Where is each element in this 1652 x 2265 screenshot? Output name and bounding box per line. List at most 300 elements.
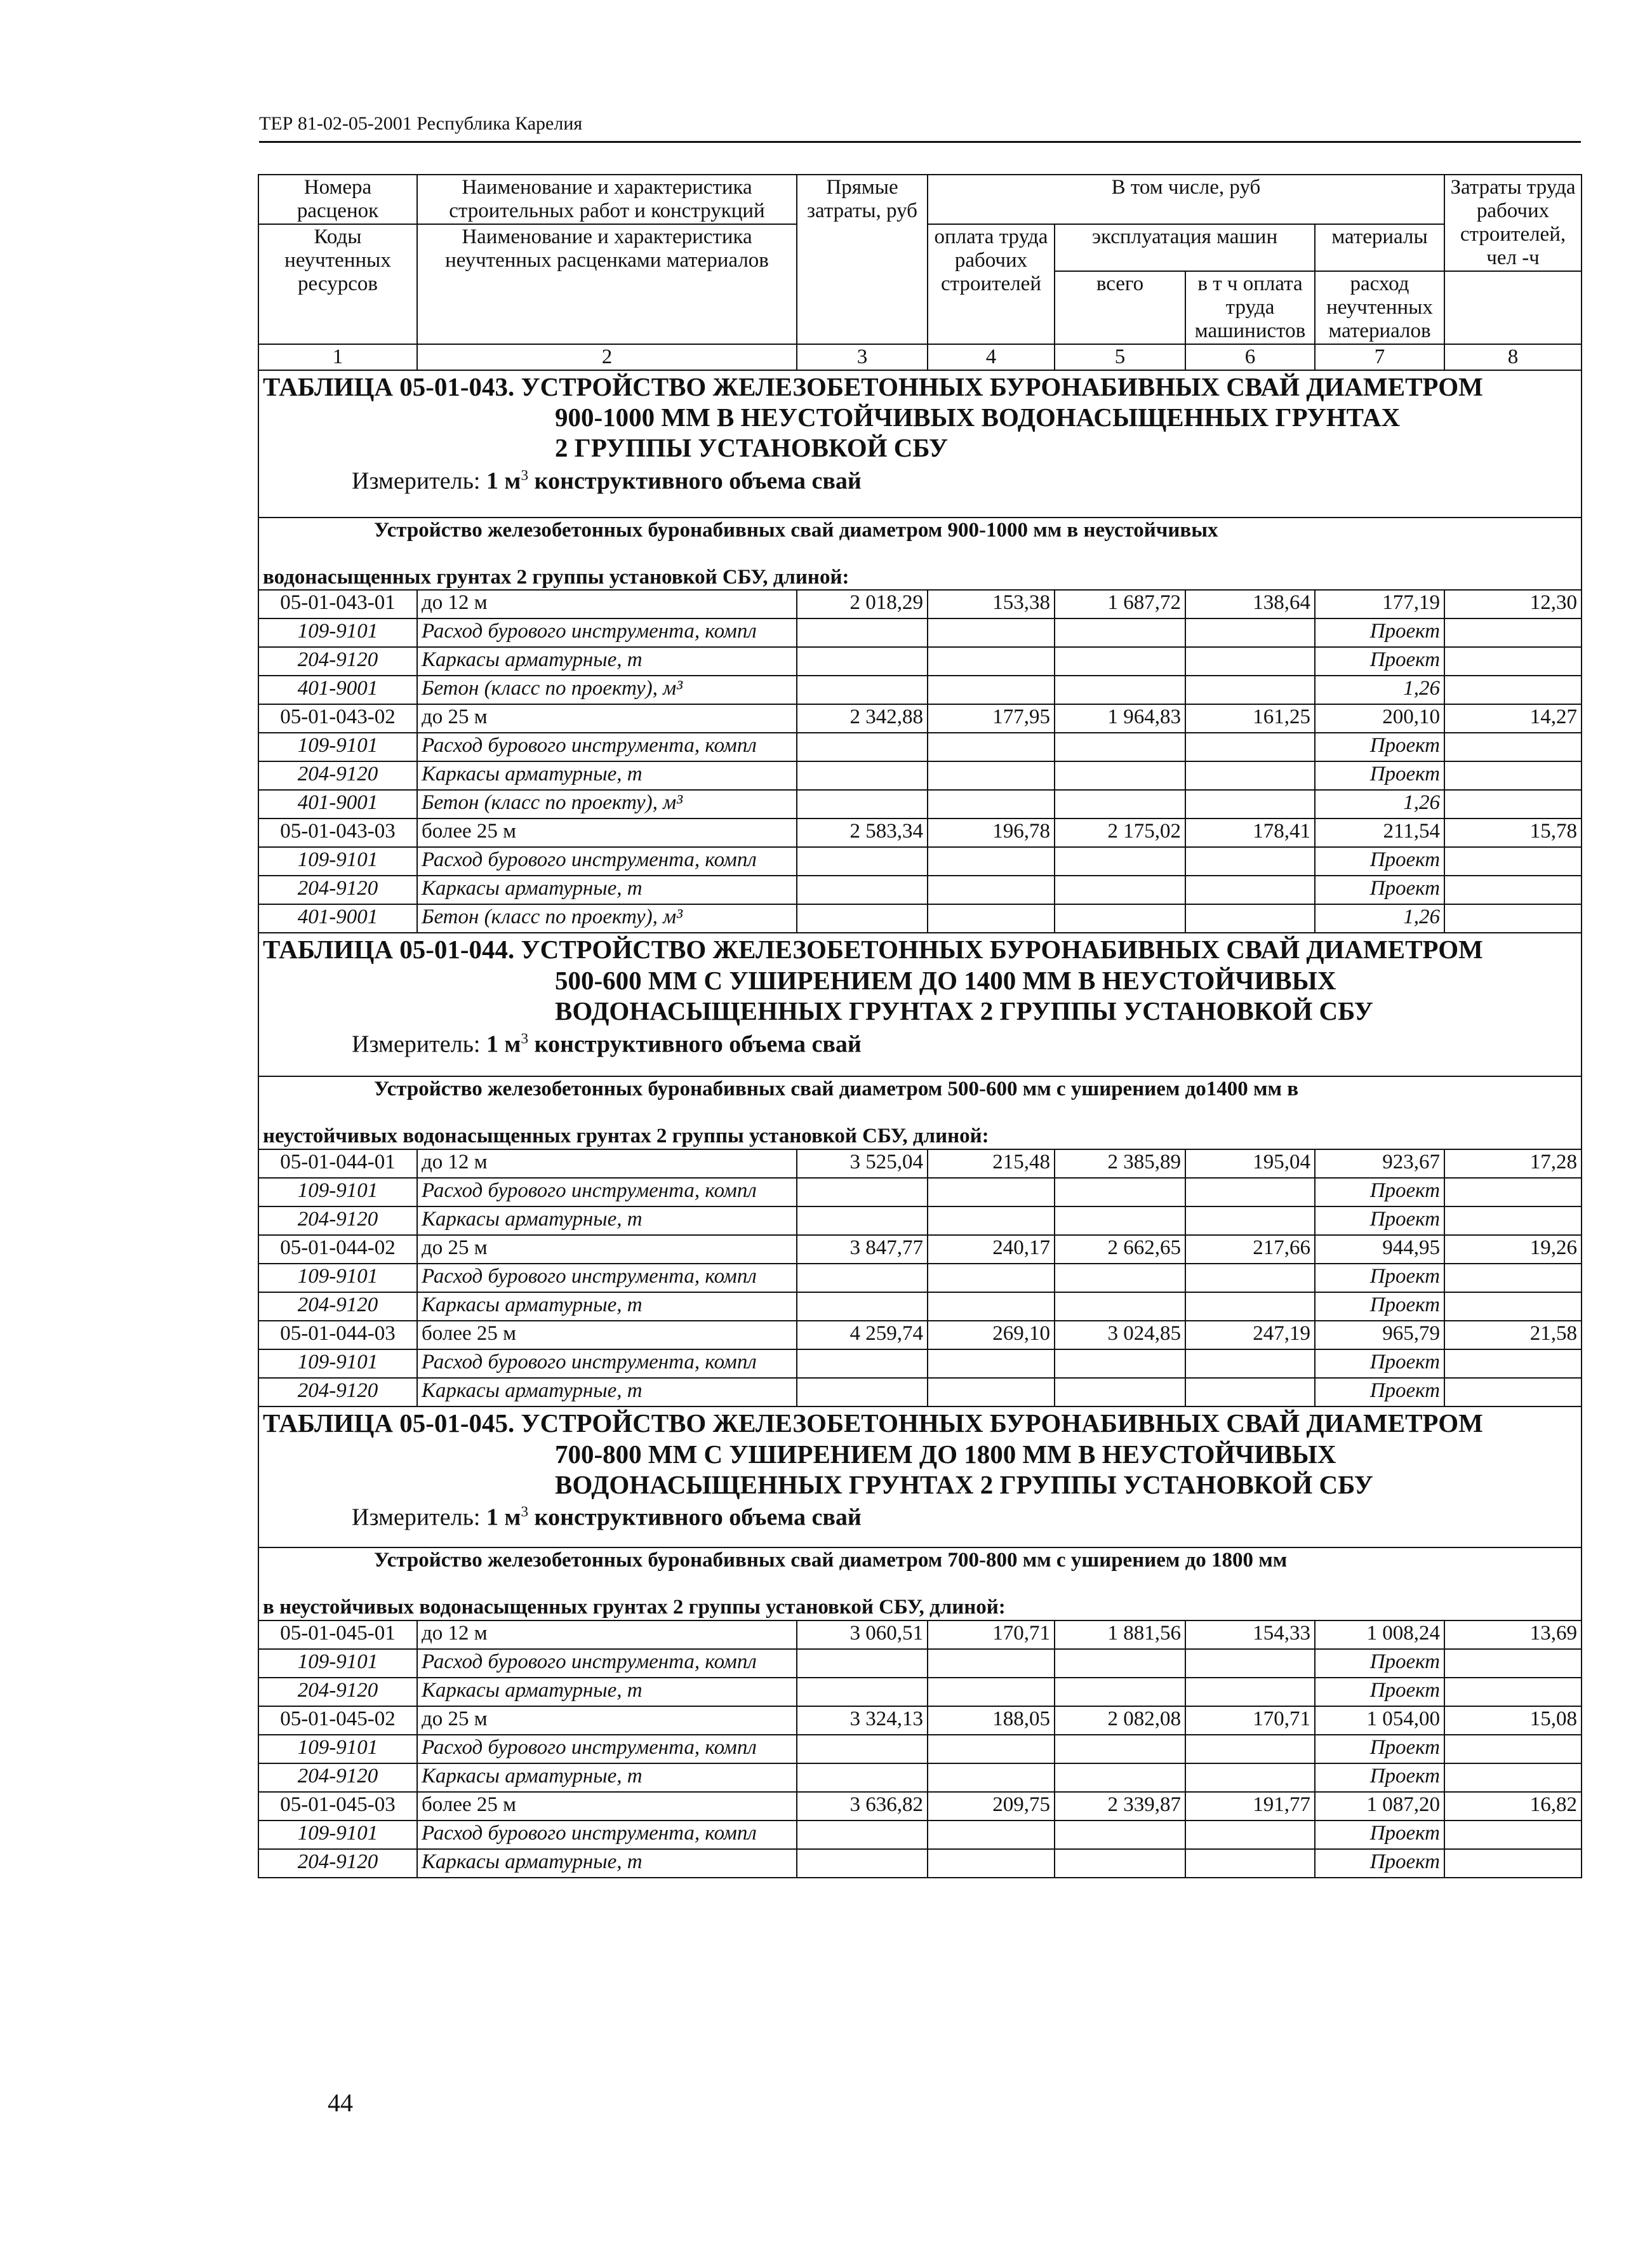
section-title: ТАБЛИЦА 05-01-045. УСТРОЙСТВО ЖЕЛЕЗОБЕТОННЫХ БУРОНАБИВНЫХ СВАЙ ДИАМЕТРОМ [263, 1408, 1483, 1438]
resource-consumption: Проект [1315, 1178, 1444, 1206]
empty-cell [797, 676, 928, 704]
column-number: 6 [1185, 344, 1315, 370]
empty-cell [1444, 647, 1582, 676]
empty-cell [1444, 876, 1582, 904]
empty-cell [1185, 1849, 1315, 1878]
direct-costs: 3 847,77 [797, 1235, 928, 1264]
empty-cell [928, 1349, 1055, 1378]
resource-consumption: 1,26 [1315, 790, 1444, 818]
section-measure [263, 1504, 1577, 1531]
rate-code: 05-01-045-02 [258, 1706, 417, 1735]
measure-unit: 1 м [486, 1504, 521, 1532]
resource-name: Каркасы арматурные, т [417, 647, 797, 676]
machines-total: 1 881,56 [1055, 1620, 1185, 1649]
empty-cell [797, 847, 928, 876]
empty-cell [1185, 1206, 1315, 1235]
empty-cell [1185, 876, 1315, 904]
resource-name: Каркасы арматурные, т [417, 761, 797, 790]
direct-costs: 3 060,51 [797, 1620, 928, 1649]
measure-text: конструктивного объема свай [528, 1504, 862, 1532]
resource-row [258, 904, 1582, 933]
empty-cell [1185, 790, 1315, 818]
empty-cell [1444, 1178, 1582, 1206]
col-header-labor-hours: Затраты труда рабочих строителей, чел -ч [1444, 175, 1582, 271]
resource-row [258, 790, 1582, 818]
labor-pay: 196,78 [928, 818, 1055, 847]
labor-hours: 17,28 [1444, 1149, 1582, 1178]
measure-unit: 1 м [486, 1031, 521, 1058]
empty-cell [797, 1378, 928, 1406]
col-header-materials-name: Наименование и характеристика неучтенных расценками материалов [417, 224, 797, 344]
labor-pay: 177,95 [928, 704, 1055, 733]
empty-cell [1055, 1206, 1185, 1235]
materials-cost: 177,19 [1315, 590, 1444, 618]
labor-pay: 188,05 [928, 1706, 1055, 1735]
materials-cost: 1 008,24 [1315, 1620, 1444, 1649]
resource-consumption: 1,26 [1315, 676, 1444, 704]
rate-code: 05-01-044-03 [258, 1321, 417, 1349]
resource-row [258, 676, 1582, 704]
rate-row [258, 704, 1582, 733]
direct-costs: 4 259,74 [797, 1321, 928, 1349]
materials-cost: 211,54 [1315, 818, 1444, 847]
empty-cell [1185, 733, 1315, 761]
col-header-name: Наименование и характеристика строительных работ и конструкций [417, 175, 797, 224]
empty-cell [797, 1649, 928, 1678]
resource-code: 109-9101 [258, 1821, 417, 1849]
resource-row [258, 1763, 1582, 1792]
empty-cell [797, 1763, 928, 1792]
section-title-line: ВОДОНАСЫЩЕННЫХ ГРУНТАХ 2 ГРУППЫ УСТАНОВКОЙ СБУ [555, 1470, 1373, 1500]
machines-total: 1 964,83 [1055, 704, 1185, 733]
direct-costs: 3 324,13 [797, 1706, 928, 1735]
direct-costs: 3 525,04 [797, 1149, 928, 1178]
rate-row [258, 1620, 1582, 1649]
column-number: 2 [417, 344, 797, 370]
labor-pay: 269,10 [928, 1321, 1055, 1349]
resource-code: 401-9001 [258, 790, 417, 818]
resource-name: Каркасы арматурные, т [417, 876, 797, 904]
empty-cell [1185, 618, 1315, 647]
empty-cell [1055, 1349, 1185, 1378]
resource-name: Расход бурового инструмента, компл [417, 1264, 797, 1292]
rate-row [258, 1235, 1582, 1264]
resource-row [258, 1292, 1582, 1321]
machinists-pay: 247,19 [1185, 1321, 1315, 1349]
empty-cell [1444, 1849, 1582, 1878]
resource-consumption: Проект [1315, 1264, 1444, 1292]
section-title: ТАБЛИЦА 05-01-044. УСТРОЙСТВО ЖЕЛЕЗОБЕТОННЫХ БУРОНАБИВНЫХ СВАЙ ДИАМЕТРОМ [263, 935, 1483, 965]
resource-code: 109-9101 [258, 1735, 417, 1763]
resource-code: 204-9120 [258, 1206, 417, 1235]
resource-name: Расход бурового инструмента, компл [417, 618, 797, 647]
resource-code: 204-9120 [258, 1378, 417, 1406]
empty-cell [928, 1292, 1055, 1321]
machinists-pay: 191,77 [1185, 1792, 1315, 1821]
section-title-line: 2 ГРУППЫ УСТАНОВКОЙ СБУ [555, 433, 949, 463]
resource-consumption: Проект [1315, 1378, 1444, 1406]
col-header-machinists-pay: в т ч оплата труда машинистов [1185, 271, 1315, 344]
materials-cost: 965,79 [1315, 1321, 1444, 1349]
measure-unit-power: 3 [521, 467, 529, 484]
machines-total: 2 175,02 [1055, 818, 1185, 847]
empty-cell [928, 1264, 1055, 1292]
section-title-block [258, 370, 1582, 518]
direct-costs: 3 636,82 [797, 1792, 928, 1821]
rate-code: 05-01-043-02 [258, 704, 417, 733]
rate-name: до 12 м [417, 590, 797, 618]
section-measure [263, 467, 1577, 495]
resource-code: 109-9101 [258, 1649, 417, 1678]
machinists-pay: 195,04 [1185, 1149, 1315, 1178]
rate-row [258, 1149, 1582, 1178]
subtitle-line: Устройство железобетонных буронабивных свай диаметром 900-1000 мм в неустойчивых [374, 518, 1218, 542]
labor-hours: 19,26 [1444, 1235, 1582, 1264]
section-title-line: 500-600 ММ С УШИРЕНИЕМ ДО 1400 ММ В НЕУСТОЙЧИВЫХ [555, 965, 1336, 995]
resource-code: 204-9120 [258, 1292, 417, 1321]
labor-pay: 215,48 [928, 1149, 1055, 1178]
machinists-pay: 161,25 [1185, 704, 1315, 733]
empty-cell [928, 733, 1055, 761]
col-header-group: В том числе, руб [928, 175, 1444, 224]
labor-hours: 21,58 [1444, 1321, 1582, 1349]
empty-cell [1444, 1763, 1582, 1792]
resource-name: Расход бурового инструмента, компл [417, 847, 797, 876]
empty-cell [928, 761, 1055, 790]
col-header-machines-total: всего [1055, 271, 1185, 344]
resource-name: Бетон (класс по проекту), м³ [417, 904, 797, 933]
subtitle-line: водонасыщенных грунтах 2 группы установкой СБУ, длиной: [263, 565, 849, 589]
empty-cell [1444, 790, 1582, 818]
resource-consumption: Проект [1315, 1849, 1444, 1878]
resource-consumption: Проект [1315, 876, 1444, 904]
empty-cell [1055, 1178, 1185, 1206]
materials-cost: 1 054,00 [1315, 1706, 1444, 1735]
resource-row [258, 1178, 1582, 1206]
labor-hours: 15,78 [1444, 818, 1582, 847]
labor-pay: 170,71 [928, 1620, 1055, 1649]
resource-name: Каркасы арматурные, т [417, 1206, 797, 1235]
empty-cell [1444, 1206, 1582, 1235]
resource-row [258, 618, 1582, 647]
resource-name: Расход бурового инструмента, компл [417, 733, 797, 761]
column-number: 5 [1055, 344, 1185, 370]
resource-consumption: Проект [1315, 647, 1444, 676]
empty-cell [1055, 876, 1185, 904]
machines-total: 2 662,65 [1055, 1235, 1185, 1264]
resource-code: 204-9120 [258, 876, 417, 904]
empty-cell [797, 1292, 928, 1321]
machinists-pay: 138,64 [1185, 590, 1315, 618]
resource-consumption: Проект [1315, 1292, 1444, 1321]
resource-code: 401-9001 [258, 904, 417, 933]
resource-consumption: Проект [1315, 1763, 1444, 1792]
measure-unit-power: 3 [521, 1030, 529, 1047]
empty-cell [1185, 676, 1315, 704]
rate-name: до 25 м [417, 1235, 797, 1264]
resource-consumption: 1,26 [1315, 904, 1444, 933]
empty-cell [1185, 1378, 1315, 1406]
empty-cell [1055, 1763, 1185, 1792]
resource-row [258, 876, 1582, 904]
empty-cell [1444, 1264, 1582, 1292]
empty-cell [797, 904, 928, 933]
resource-row [258, 1378, 1582, 1406]
col-header-resource-codes: Коды неучтенных ресурсов [258, 224, 417, 344]
empty-cell [797, 1735, 928, 1763]
empty-cell [1185, 1821, 1315, 1849]
rate-row [258, 1706, 1582, 1735]
resource-name: Каркасы арматурные, т [417, 1378, 797, 1406]
column-number: 3 [797, 344, 928, 370]
empty-cell [797, 1264, 928, 1292]
labor-pay: 240,17 [928, 1235, 1055, 1264]
resource-code: 204-9120 [258, 1849, 417, 1878]
empty-cell [1444, 1378, 1582, 1406]
labor-pay: 209,75 [928, 1792, 1055, 1821]
empty-cell [928, 904, 1055, 933]
empty-cell [1055, 1821, 1185, 1849]
empty-cell [928, 1849, 1055, 1878]
empty-cell [797, 1178, 928, 1206]
empty-cell [797, 733, 928, 761]
machinists-pay: 170,71 [1185, 1706, 1315, 1735]
rate-code: 05-01-045-01 [258, 1620, 417, 1649]
resource-row [258, 1264, 1582, 1292]
machinists-pay: 154,33 [1185, 1620, 1315, 1649]
empty-cell [928, 1821, 1055, 1849]
measure-unit: 1 м [486, 467, 521, 495]
labor-hours: 14,27 [1444, 704, 1582, 733]
empty-cell [1055, 1649, 1185, 1678]
empty-cell [1185, 1678, 1315, 1706]
col-header-materials: материалы [1315, 224, 1444, 271]
resource-name: Бетон (класс по проекту), м³ [417, 676, 797, 704]
col-header-labor-hours-cont [1444, 271, 1582, 344]
rate-name: до 12 м [417, 1149, 797, 1178]
empty-cell [1444, 618, 1582, 647]
labor-hours: 13,69 [1444, 1620, 1582, 1649]
resource-row [258, 1821, 1582, 1849]
column-number: 8 [1444, 344, 1582, 370]
rates-table [258, 174, 1582, 1878]
resource-code: 401-9001 [258, 676, 417, 704]
measure-label: Измеритель: [352, 1504, 481, 1532]
subtitle-line: неустойчивых водонасыщенных грунтах 2 группы установкой СБУ, длиной: [263, 1125, 989, 1148]
empty-cell [797, 618, 928, 647]
resource-code: 204-9120 [258, 1763, 417, 1792]
resource-code: 204-9120 [258, 647, 417, 676]
resource-name: Каркасы арматурные, т [417, 1678, 797, 1706]
materials-cost: 923,67 [1315, 1149, 1444, 1178]
rate-name: более 25 м [417, 1321, 797, 1349]
empty-cell [1444, 1821, 1582, 1849]
resource-code: 109-9101 [258, 733, 417, 761]
empty-cell [928, 647, 1055, 676]
section-subtitle [258, 518, 1582, 591]
empty-cell [797, 1849, 928, 1878]
machines-total: 2 339,87 [1055, 1792, 1185, 1821]
rate-name: более 25 м [417, 818, 797, 847]
empty-cell [1185, 1264, 1315, 1292]
empty-cell [797, 1821, 928, 1849]
column-number: 4 [928, 344, 1055, 370]
resource-consumption: Проект [1315, 1678, 1444, 1706]
empty-cell [797, 1678, 928, 1706]
empty-cell [1055, 1378, 1185, 1406]
resource-consumption: Проект [1315, 1649, 1444, 1678]
resource-code: 109-9101 [258, 847, 417, 876]
empty-cell [1055, 1292, 1185, 1321]
section-subtitle [258, 1547, 1582, 1620]
empty-cell [928, 1206, 1055, 1235]
resource-consumption: Проект [1315, 1349, 1444, 1378]
empty-cell [1185, 1349, 1315, 1378]
rate-code: 05-01-044-01 [258, 1149, 417, 1178]
page-header: ТЕР 81-02-05-2001 Республика Карелия [259, 113, 1581, 143]
machines-total: 2 082,08 [1055, 1706, 1185, 1735]
empty-cell [928, 1649, 1055, 1678]
machinists-pay: 178,41 [1185, 818, 1315, 847]
empty-cell [1055, 790, 1185, 818]
rate-row [258, 818, 1582, 847]
section-title-line: ВОДОНАСЫЩЕННЫХ ГРУНТАХ 2 ГРУППЫ УСТАНОВКОЙ СБУ [555, 996, 1373, 1026]
direct-costs: 2 342,88 [797, 704, 928, 733]
col-header-codes: Номера расценок [258, 175, 417, 224]
rate-name: до 25 м [417, 1706, 797, 1735]
empty-cell [1185, 1178, 1315, 1206]
measure-unit-power: 3 [521, 1504, 529, 1521]
rate-row [258, 1792, 1582, 1821]
materials-cost: 1 087,20 [1315, 1792, 1444, 1821]
empty-cell [1444, 1678, 1582, 1706]
resource-code: 109-9101 [258, 1349, 417, 1378]
materials-cost: 944,95 [1315, 1235, 1444, 1264]
rate-name: до 12 м [417, 1620, 797, 1649]
empty-cell [1444, 1349, 1582, 1378]
rate-code: 05-01-043-01 [258, 590, 417, 618]
labor-hours: 15,08 [1444, 1706, 1582, 1735]
resource-row [258, 1678, 1582, 1706]
resource-code: 109-9101 [258, 1178, 417, 1206]
section-title: ТАБЛИЦА 05-01-043. УСТРОЙСТВО ЖЕЛЕЗОБЕТОННЫХ БУРОНАБИВНЫХ СВАЙ ДИАМЕТРОМ [263, 371, 1483, 401]
empty-cell [1055, 904, 1185, 933]
empty-cell [928, 1178, 1055, 1206]
resource-name: Расход бурового инструмента, компл [417, 1649, 797, 1678]
empty-cell [1444, 761, 1582, 790]
rate-name: более 25 м [417, 1792, 797, 1821]
empty-cell [928, 847, 1055, 876]
resource-row [258, 761, 1582, 790]
column-number: 7 [1315, 344, 1444, 370]
empty-cell [1185, 647, 1315, 676]
empty-cell [1185, 1292, 1315, 1321]
machines-total: 2 385,89 [1055, 1149, 1185, 1178]
empty-cell [1055, 1264, 1185, 1292]
empty-cell [1055, 676, 1185, 704]
empty-cell [1444, 847, 1582, 876]
empty-cell [1444, 904, 1582, 933]
resource-name: Каркасы арматурные, т [417, 1849, 797, 1878]
rate-row [258, 590, 1582, 618]
resource-row [258, 847, 1582, 876]
resource-consumption: Проект [1315, 618, 1444, 647]
empty-cell [1185, 904, 1315, 933]
resource-name: Бетон (класс по проекту), м³ [417, 790, 797, 818]
subtitle-line: Устройство железобетонных буронабивных свай диаметром 700-800 мм с уширением до 1800 мм [374, 1549, 1288, 1572]
resource-consumption: Проект [1315, 847, 1444, 876]
resource-consumption: Проект [1315, 733, 1444, 761]
resource-name: Расход бурового инструмента, компл [417, 1735, 797, 1763]
resource-consumption: Проект [1315, 761, 1444, 790]
rate-code: 05-01-044-02 [258, 1235, 417, 1264]
rate-code: 05-01-043-03 [258, 818, 417, 847]
resource-name: Каркасы арматурные, т [417, 1292, 797, 1321]
empty-cell [1055, 647, 1185, 676]
empty-cell [1055, 1735, 1185, 1763]
empty-cell [928, 790, 1055, 818]
direct-costs: 2 018,29 [797, 590, 928, 618]
measure-label: Измеритель: [352, 1031, 481, 1058]
section-title-line: 900-1000 ММ В НЕУСТОЙЧИВЫХ ВОДОНАСЫЩЕННЫХ ГРУНТАХ [555, 403, 1401, 432]
column-number: 1 [258, 344, 417, 370]
col-header-materials-consumption: расход неучтенных материалов [1315, 271, 1444, 344]
empty-cell [1185, 1763, 1315, 1792]
empty-cell [928, 1378, 1055, 1406]
rate-name: до 25 м [417, 704, 797, 733]
empty-cell [797, 761, 928, 790]
empty-cell [928, 1763, 1055, 1792]
resource-row [258, 733, 1582, 761]
empty-cell [797, 1349, 928, 1378]
empty-cell [1055, 618, 1185, 647]
empty-cell [1444, 1649, 1582, 1678]
empty-cell [928, 618, 1055, 647]
empty-cell [1444, 676, 1582, 704]
resource-name: Расход бурового инструмента, компл [417, 1821, 797, 1849]
empty-cell [797, 1206, 928, 1235]
measure-text: конструктивного объема свай [528, 1031, 862, 1058]
labor-hours: 16,82 [1444, 1792, 1582, 1821]
section-title-block [258, 933, 1582, 1076]
empty-cell [1185, 1649, 1315, 1678]
resource-row [258, 1735, 1582, 1763]
empty-cell [928, 1678, 1055, 1706]
empty-cell [1055, 761, 1185, 790]
empty-cell [797, 876, 928, 904]
empty-cell [928, 676, 1055, 704]
resource-row [258, 1849, 1582, 1878]
section-measure [263, 1031, 1577, 1058]
resource-name: Расход бурового инструмента, компл [417, 1349, 797, 1378]
empty-cell [797, 647, 928, 676]
machines-total: 1 687,72 [1055, 590, 1185, 618]
resource-code: 109-9101 [258, 1264, 417, 1292]
resource-consumption: Проект [1315, 1206, 1444, 1235]
empty-cell [1055, 1849, 1185, 1878]
subtitle-line: в неустойчивых водонасыщенных грунтах 2 группы установкой СБУ, длиной: [263, 1596, 1006, 1619]
empty-cell [797, 790, 928, 818]
resource-name: Расход бурового инструмента, компл [417, 1178, 797, 1206]
empty-cell [1055, 733, 1185, 761]
resource-row [258, 1206, 1582, 1235]
empty-cell [928, 876, 1055, 904]
resource-consumption: Проект [1315, 1735, 1444, 1763]
machines-total: 3 024,85 [1055, 1321, 1185, 1349]
empty-cell [1444, 1735, 1582, 1763]
materials-cost: 200,10 [1315, 704, 1444, 733]
direct-costs: 2 583,34 [797, 818, 928, 847]
